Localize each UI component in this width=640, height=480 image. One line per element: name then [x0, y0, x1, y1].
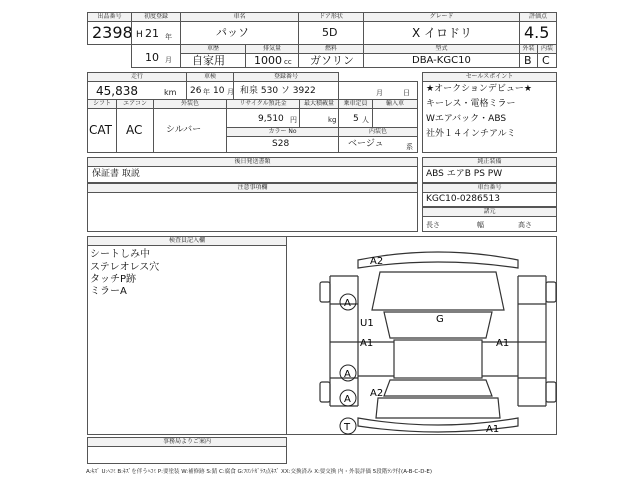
- interior-grade: C: [542, 54, 550, 67]
- dimensions-label: 諸元: [422, 207, 557, 217]
- era: H: [136, 30, 143, 40]
- shift: CAT: [89, 123, 112, 137]
- first-reg-label: 初度登録: [131, 12, 181, 22]
- damage-mark: A: [344, 298, 351, 309]
- inspection-notes-label: 検査員記入欄: [87, 236, 287, 246]
- import-day-unit: 日: [403, 89, 410, 97]
- fuel-label: 燃料: [298, 44, 364, 54]
- damage-mark: A1: [496, 338, 510, 349]
- chassis-label: 車台番号: [422, 183, 557, 193]
- interior-color-unit: 系: [406, 143, 413, 151]
- recycle-label: リサイクル預託金: [226, 99, 300, 109]
- car-name: パッソ: [216, 26, 249, 39]
- color-code: S28: [272, 139, 290, 149]
- capacity: 5: [353, 114, 359, 124]
- import-label: 輸入車: [372, 99, 418, 109]
- other-info-label: 事務局よりご案内: [87, 437, 287, 447]
- lot-no-label: 出品番号: [87, 12, 132, 22]
- car-damage-diagram: [318, 246, 558, 436]
- damage-mark: U1: [360, 318, 374, 329]
- doors: 5D: [322, 26, 338, 39]
- score: 4.5: [524, 23, 550, 42]
- doors-label: ドア形状: [298, 12, 364, 22]
- capacity-label: 乗車定員: [338, 99, 373, 109]
- plate-label: 登録番号: [233, 72, 339, 82]
- documents: 保証書 取説: [92, 169, 140, 179]
- lot-no: 2398: [92, 23, 133, 42]
- selling-point-1: ★オークションデビュー★: [426, 84, 532, 94]
- car-name-label: 車名: [180, 12, 299, 22]
- selling-point-3: Wエアバック・ABS: [426, 114, 507, 124]
- legend: A:ｷｽﾞ U:ﾍｺﾐ B:ｷｽﾞを伴うﾍｺﾐ P:要塗装 W:補修跡 S:錆 C:腐食 G:ﾌﾛﾝﾄｶﾞﾗｽ点ｷｽﾞ XX:交換済み X:要交換 内・外装評価 5段階ﾗﾝｸ付(A-B-C-D-E): [86, 469, 433, 475]
- body-type: 自家用: [192, 54, 225, 67]
- interior-color-label: 内装色: [338, 127, 418, 137]
- notes-area: [87, 192, 418, 232]
- model: DBA-KGC10: [412, 55, 471, 66]
- documents-label: 後日発送書類: [87, 157, 418, 167]
- grade: X イロドリ: [412, 26, 473, 40]
- ac-label: エアコン: [116, 99, 154, 109]
- damage-mark: G: [436, 314, 444, 325]
- color: シルバー: [166, 125, 202, 135]
- selling-point-4: 社外１４インチアルミ: [426, 129, 516, 139]
- grade-label: グレード: [363, 12, 520, 22]
- selling-point-2: キーレス・電格ミラー: [426, 99, 516, 109]
- equipment-label: 純正装備: [422, 157, 557, 167]
- damage-mark: A2: [370, 388, 384, 399]
- body-type-label: 車歴: [180, 44, 246, 54]
- first-reg-month: 10: [145, 51, 159, 64]
- damage-mark: A1: [360, 338, 374, 349]
- chassis-no: KGC10-0286513: [426, 194, 500, 204]
- inspection-note-3: タッチP跡: [90, 274, 137, 285]
- inspection-note-2: ステレオレス穴: [90, 262, 160, 273]
- inspection-year: 26: [190, 86, 202, 96]
- mileage-unit: km: [164, 88, 177, 97]
- notes-label: 注意事項欄: [87, 183, 418, 193]
- year-unit: 年: [165, 33, 172, 41]
- length-label: 長さ: [426, 221, 440, 229]
- inspection-month: 10: [213, 86, 225, 96]
- mileage: 45,838: [96, 84, 138, 98]
- selling-points-label: セールスポイント: [422, 72, 557, 82]
- mileage-label: 走行: [87, 72, 187, 82]
- score-label: 評価点: [519, 12, 557, 22]
- shift-label: シフト: [87, 99, 117, 109]
- color-code-label: カラー No: [226, 127, 339, 137]
- month-unit: 月: [165, 56, 172, 64]
- width-label: 幅: [477, 221, 484, 229]
- interior-color: ベージュ: [348, 139, 384, 149]
- damage-mark: A: [344, 369, 351, 380]
- displacement-unit: cc: [284, 58, 292, 66]
- inspection-year-unit: 年: [203, 88, 210, 96]
- damage-mark: A2: [370, 256, 384, 267]
- inspection-label: 車検: [186, 72, 234, 82]
- equipment: ABS エアB PS PW: [426, 169, 503, 179]
- capacity-unit: 人: [362, 116, 369, 124]
- damage-mark: A1: [486, 424, 500, 435]
- plate: 和泉 530 ソ 3922: [240, 86, 316, 96]
- load-label: 最大積載量: [299, 99, 339, 109]
- height-label: 高さ: [518, 221, 532, 229]
- fuel: ガソリン: [310, 54, 354, 67]
- damage-mark: T: [344, 422, 351, 433]
- exterior-grade: B: [524, 54, 532, 67]
- displacement: 1000: [254, 54, 282, 67]
- inspection-note-4: ミラーA: [90, 286, 127, 297]
- interior-label: 内装: [537, 44, 557, 54]
- ac: AC: [126, 123, 143, 137]
- import-month-unit: 月: [376, 89, 383, 97]
- color-label: 外装色: [153, 99, 227, 109]
- displacement-label: 排気量: [245, 44, 299, 54]
- exterior-label: 外装: [519, 44, 538, 54]
- first-reg-year: 21: [145, 27, 159, 40]
- inspection-month-unit: 月: [227, 88, 234, 96]
- inspection-note-1: シートしみ中: [90, 249, 150, 260]
- load-unit: kg: [328, 116, 337, 124]
- model-label: 型式: [363, 44, 520, 54]
- recycle-unit: 円: [290, 116, 297, 124]
- recycle: 9,510: [258, 114, 284, 124]
- damage-mark: A: [344, 394, 351, 405]
